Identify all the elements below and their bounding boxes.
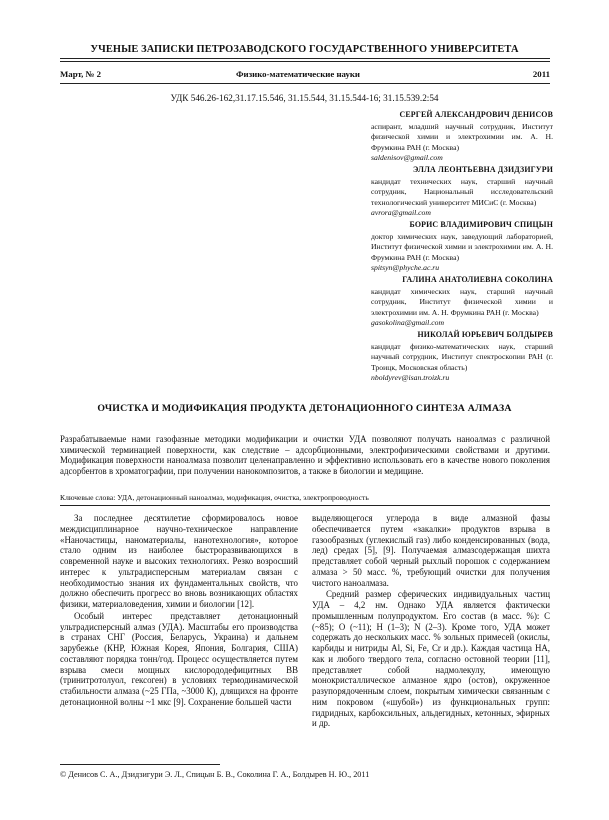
body-column-left (60, 513, 298, 708)
footnote-rule (60, 764, 220, 765)
author-affiliation: кандидат технических наук, старший научный сотрудник, Национальный исследовательский технологический университет МИСиС (г. Москва) (371, 177, 553, 207)
udc-code: УДК 546.26-162,31.17.15.546, 31.15.544, 31.15.544-16; 31.15.539.2:54 (170, 93, 439, 103)
keywords-rule (60, 505, 550, 506)
author-block (371, 220, 553, 273)
author-affiliation: кандидат физико-математических наук, старший научный сотрудник, Институт спектроскопии РАН (г. Троицк, Московская область) (371, 342, 553, 372)
author-affiliation: доктор химических наук, заведующий лабораторией, Институт физической химии и электрохимии им. А. Н. Фрумкина РАН (г. Москва) (371, 232, 553, 262)
author-email[interactable]: saldenisov@gmail.com (371, 152, 443, 162)
author-affiliation: аспирант, младший научный сотрудник, Институт физической химии и электрохимии им. А. Н. Фрумкина РАН (г. Москва) (371, 122, 553, 152)
author-name: ЭЛЛА ЛЕОНТЬЕВНА ДЗИДЗИГУРИ (412, 165, 553, 175)
author-email[interactable]: gasokolina@gmail.com (371, 317, 445, 327)
body-paragraph: выделяющегося углерода в виде алмазной фазы обеспечивается путем «закалки» продуктов взрыва в газообразных (углекислый газ) либо конденсированных (вода, лед) средах [5], [9]. Получаемая алмазсодержащая шихта представляет собой черный рыхлый порошок с содержанием алмаза > 50 масс. %, требующий очистки для получения чистого наноалмаза. (312, 513, 550, 588)
issue-year: 2011 (532, 69, 550, 79)
author-name: ГАЛИНА АНАТОЛИЕВНА СОКОЛИНА (402, 275, 553, 285)
header-rule-double (60, 61, 550, 62)
keywords: Ключевые слова: УДА, детонационный наноалмаз, модификация, очистка, электропроводность (60, 493, 369, 502)
section-name: Физико-математические науки (236, 69, 361, 79)
author-email[interactable]: nboldyrev@isan.troizk.ru (371, 372, 450, 382)
article-title: ОЧИСТКА И МОДИФИКАЦИЯ ПРОДУКТА ДЕТОНАЦИОННОГО СИНТЕЗА АЛМАЗА (97, 403, 512, 414)
author-email[interactable]: avrora@gmail.com (371, 207, 431, 217)
author-name: БОРИС ВЛАДИМИРОВИЧ СПИЦЫН (409, 220, 553, 230)
abstract: Разрабатываемые нами газофазные методики модификации и очистки УДА позволяют получать наноалмаз с различной химической терминацией поверхности, как следствие – адсорбционными, электрофизическими свойствами и другими. Модификация поверхности наноалмаза позволит целенаправленно и эффективно использовать его в качестве нового поколения адсорбентов в хроматографии, при получении нанокомпозитов, а также в биологии и медицине. (60, 434, 550, 476)
issue-number: Март, № 2 (60, 69, 101, 79)
issue-rule (60, 83, 550, 84)
body-paragraph: Особый интерес представляет детонационный ультрадисперсный алмаз (УДА). Масштабы его производства в странах СНГ (Россия, Беларусь, Украина) и дальнем зарубежье (КНР, Южная Корея, Япония, Болгария, США) составляют порядка тонн/год. Процесс осуществляется путем взрыва смеси мощных кислорододефицитных ВВ (тринитротолуол, гексоген) в условиях термодинамической стабильности алмаза (~25 ГПа, ~3000 К), длящихся на фронте детонационной волны ~1 мкс [9]. Сохранение большей части (60, 610, 298, 707)
author-list (371, 110, 553, 385)
body-paragraph: Средний размер сферических индивидуальных частиц УДА – 4,2 нм. Однако УДА является фактически промышленным полупродуктом. Его состав (в масс. %): С (~85); О (~11); Н (1–3); N (2–3). Кроме того, УДА может содержать до нескольких масс. % зольных примесей (окислы, карбиды и нитриды Al, Si, Fe, Cr и др.). Каждая частица НА, как и любого твердого тела, согласно остовной теории [11], представляет собой надмолекулу, имеющую монокристаллическое алмазное ядро (остов), окруженное разупорядоченным слоем, покрытым химически связанным с ним покровом («шубой») из функциональных групп: гидридных, карбоксильных, альдегидных, кетонных, эфирных и др. (312, 589, 550, 729)
author-block (371, 165, 553, 218)
journal-title: УЧЕНЫЕ ЗАПИСКИ ПЕТРОЗАВОДСКОГО ГОСУДАРСТВЕННОГО УНИВЕРСИТЕТА (90, 44, 519, 55)
author-name: СЕРГЕЙ АЛЕКСАНДРОВИЧ ДЕНИСОВ (399, 110, 553, 119)
author-block (371, 330, 553, 383)
author-affiliation: кандидат химических наук, старший научный сотрудник, Институт физической химии и электрохимии им. А. Н. Фрумкина РАН (г. Москва) (371, 287, 553, 317)
copyright-notice: © Денисов С. А., Дзидзигури Э. Л., Спицын Б. В., Соколина Г. А., Болдырев Н. Ю., 2011 (60, 770, 370, 779)
body-paragraph: За последнее десятилетие сформировалось новое междисциплинарное научно-техническое направление «Наночастицы, наноматериалы, нанотехнология», которое стало одним из наиболее быстроразвивающихся в современной науке и высоких технологиях. Резко возросший интерес к ультрадисперсным материалам связан с необходимостью знания их фундаментальных свойств, что должно обеспечить прогресс во вновь возникающих областях физики, материаловедения, химии и биологии [12]. (60, 513, 298, 609)
author-email[interactable]: spitsyn@phyche.ac.ru (371, 262, 440, 272)
author-block (371, 275, 553, 328)
author-name: НИКОЛАЙ ЮРЬЕВИЧ БОЛДЫРЕВ (417, 330, 553, 340)
header-rule (60, 58, 550, 59)
author-block (371, 110, 553, 163)
body-column-right (312, 513, 550, 729)
